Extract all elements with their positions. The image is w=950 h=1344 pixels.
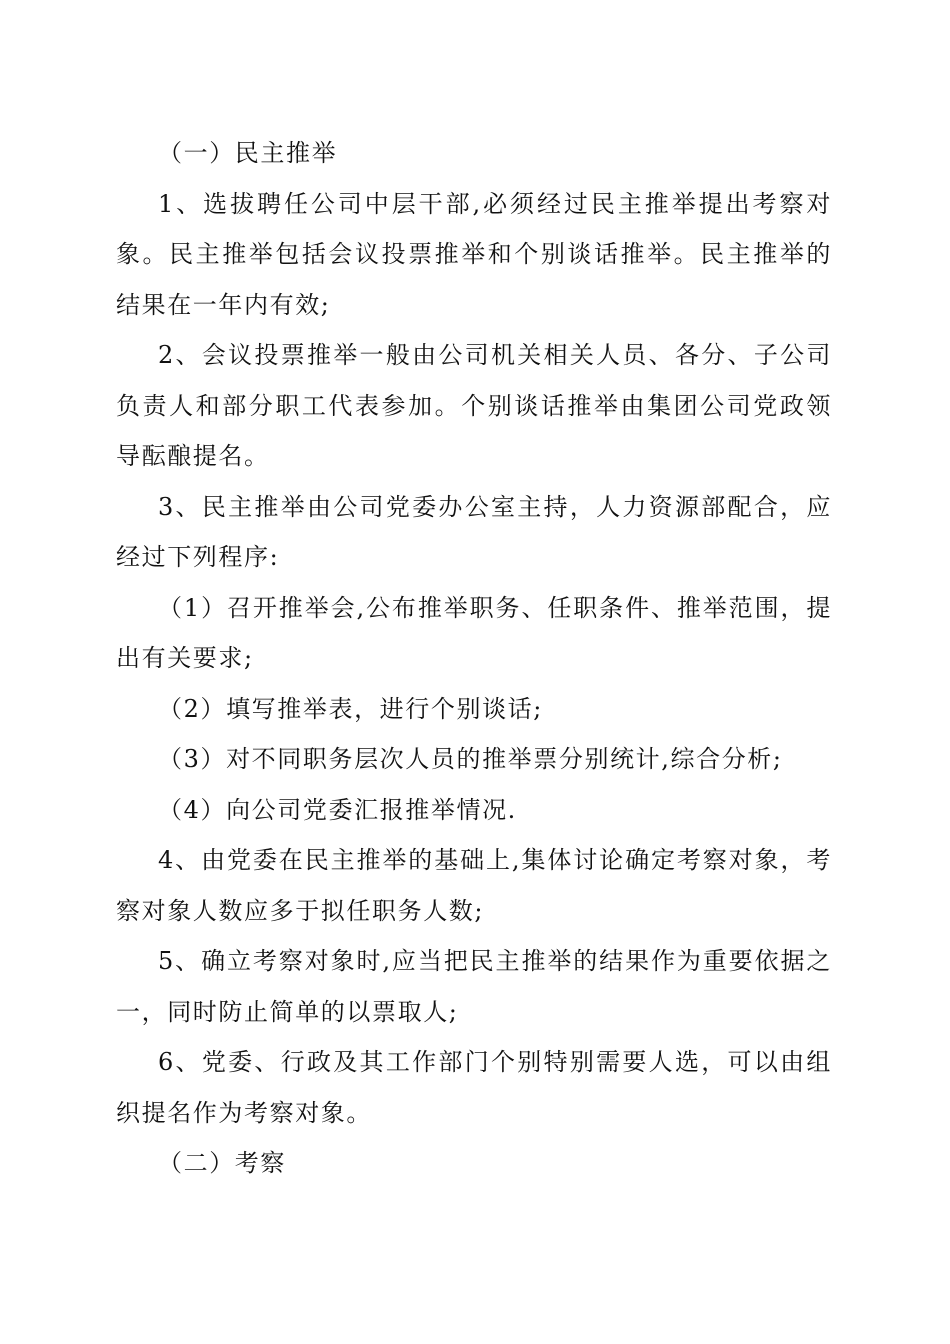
paragraph-item-6: 6、党委、行政及其工作部门个别特别需要人选，可以由组织提名作为考察对象。 [116, 1048, 832, 1127]
paragraph-item-4: 4、由党委在民主推举的基础上,集体讨论确定考察对象，考察对象人数应多于拟任职务人数; [116, 846, 832, 925]
procedure-step-3: （3）对不同职务层次人员的推举票分别统计,综合分析; [158, 745, 783, 773]
section-heading-inspection: （二）考察 [158, 1149, 286, 1177]
paragraph-item-2: 2、会议投票推举一般由公司机关相关人员、各分、子公司负责人和部分职工代表参加。个别谈话推举由集团公司党政领导酝酿提名。 [116, 341, 832, 470]
document-body [116, 128, 832, 1189]
procedure-step-2: （2）填写推举表，进行个别谈话; [158, 694, 543, 723]
procedure-step-1: （1）召开推举会,公布推举职务、任职条件、推举范围，提出有关要求; [116, 593, 832, 672]
paragraph-item-1: 1、选拔聘任公司中层干部,必须经过民主推举提出考察对象。民主推举包括会议投票推举和个别谈话推举。民主推举的结果在一年内有效; [116, 189, 832, 319]
paragraph-item-3: 3、民主推举由公司党委办公室主持，人力资源部配合，应经过下列程序: [116, 492, 832, 571]
section-heading-democratic-recommendation: （一）民主推举 [158, 139, 338, 167]
paragraph-item-5: 5、确立考察对象时,应当把民主推举的结果作为重要依据之一，同时防止简单的以票取人; [116, 947, 832, 1026]
procedure-step-4: （4）向公司党委汇报推举情况. [158, 795, 517, 824]
